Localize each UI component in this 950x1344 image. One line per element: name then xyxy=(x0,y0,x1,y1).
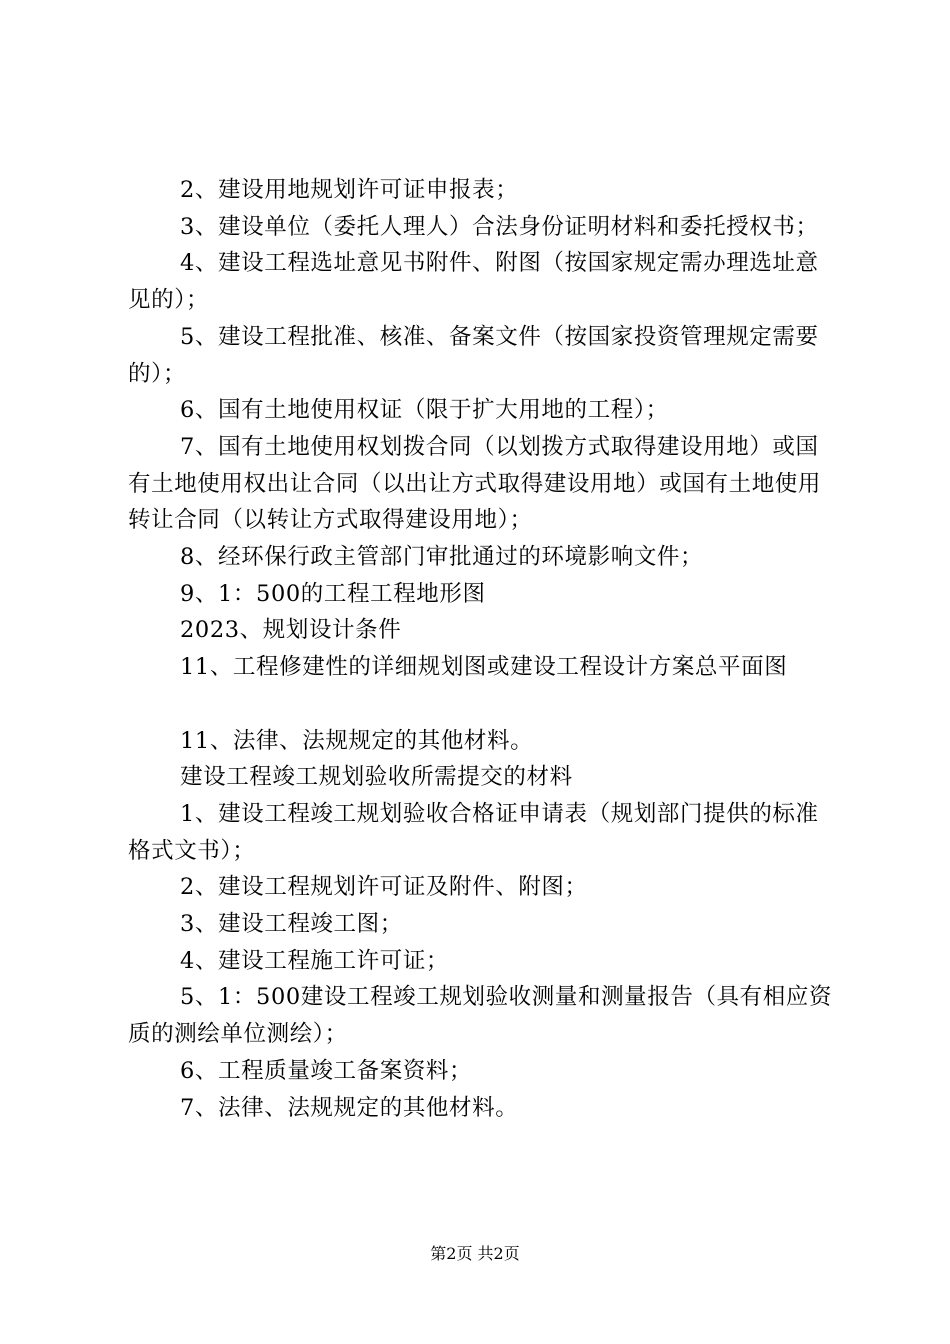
paragraph-17: 6、工程质量竣工备案资料； xyxy=(180,1057,473,1084)
paragraph-4: 5、建设工程批准、核准、备案文件（按国家投资管理规定需要的）； xyxy=(128,323,819,387)
paragraph-6: 7、国有土地使用权划拨合同（以划拨方式取得建设用地）或国有土地使用权出让合同（以出让方式取得建设用地）或国有土地使用转让合同（以转让方式取得建设用地）； xyxy=(128,433,822,534)
document-body xyxy=(128,172,833,1126)
page-footer xyxy=(0,1244,950,1264)
paragraph-15: 4、建设工程施工许可证； xyxy=(180,947,450,974)
paragraph-7: 8、经环保行政主管部门审批通过的环境影响文件； xyxy=(180,544,704,571)
paragraph-18: 7、法律、法规规定的其他材料。 xyxy=(180,1094,519,1121)
paragraph-11: 11、法律、法规规定的其他材料。 xyxy=(180,727,534,754)
paragraph-12: 1、建设工程竣工规划验收合格证申请表（规划部门提供的标准格式文书）； xyxy=(128,800,819,864)
paragraph-14: 3、建设工程竣工图； xyxy=(180,911,403,938)
paragraph-16: 5、1：500建设工程竣工规划验收测量和测量报告（具有相应资质的测绘单位测绘）； xyxy=(128,984,833,1048)
paragraph-10: 11、工程修建性的详细规划图或建设工程设计方案总平面图 xyxy=(180,654,788,681)
section-heading: 建设工程竣工规划验收所需提交的材料 xyxy=(180,764,573,791)
paragraph-3: 4、建设工程选址意见书附件、附图（按国家规定需办理选址意见的）； xyxy=(128,250,819,314)
paragraph-9: 2023、规划设计条件 xyxy=(180,617,402,644)
paragraph-13: 2、建设工程规划许可证及附件、附图； xyxy=(180,874,588,901)
blank-line xyxy=(128,686,833,723)
paragraph-2: 3、建设单位（委托人理人）合法身份证明材料和委托授权书； xyxy=(180,213,819,240)
paragraph-1: 2、建设用地规划许可证申报表； xyxy=(180,177,519,203)
page-number: 第2页 共2页 xyxy=(430,1244,520,1263)
paragraph-8: 9、1：500的工程工程地形图 xyxy=(180,580,486,607)
paragraph-5: 6、国有土地使用权证（限于扩大用地的工程）； xyxy=(180,397,669,424)
